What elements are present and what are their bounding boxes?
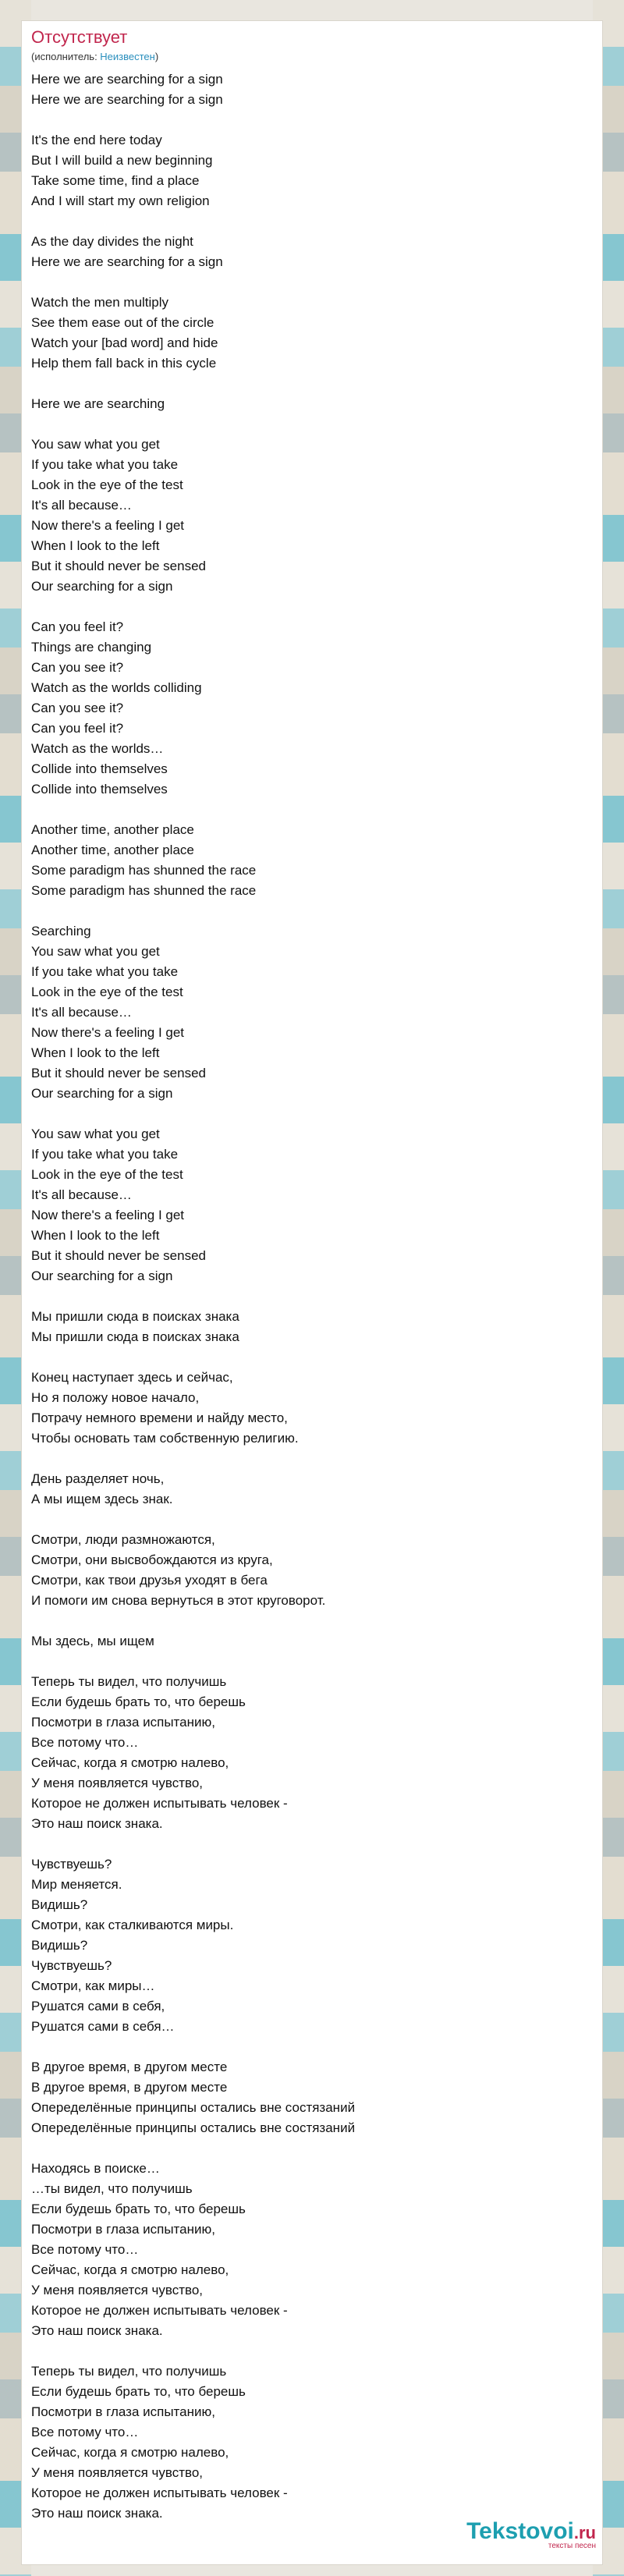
stanza [31, 435, 577, 597]
lyric-line: Смотри, как миры… [31, 1978, 155, 1993]
logo-text: Tekstovoi [466, 2518, 574, 2544]
lyric-line: Here we are searching for a sign [31, 92, 223, 107]
stanza [31, 130, 577, 211]
lyric-line: У меня появляется чувство, [31, 2283, 204, 2297]
stanza [31, 394, 577, 414]
lyric-line: Чтобы основать там собственную религию. [31, 1431, 299, 1446]
stanza [31, 2159, 577, 2341]
stanza [31, 820, 577, 901]
stanza [31, 293, 577, 374]
stanza [31, 1672, 577, 1834]
lyric-line: Look in the eye of the test [31, 985, 183, 999]
lyric-line: Can you feel it? [31, 619, 124, 634]
lyric-line: Now there's a feeling I get [31, 518, 185, 533]
lyric-line: Here we are searching for a sign [31, 254, 223, 269]
lyric-line: Things are changing [31, 640, 152, 655]
stanza [31, 69, 577, 110]
lyric-line: If you take what you take [31, 457, 179, 472]
lyric-line: Если будешь брать то, что берешь [31, 2384, 246, 2399]
lyric-line: Если будешь брать то, что берешь [31, 2202, 246, 2216]
lyric-line: Смотри, как сталкиваются миры. [31, 1918, 234, 1932]
lyric-line: Которое не должен испытывать человек - [31, 2486, 288, 2500]
lyric-line: Опеределённые принципы остались вне состязаний [31, 2120, 356, 2135]
stanza [31, 2361, 577, 2524]
lyric-line: Watch the men multiply [31, 295, 169, 310]
lyric-line: Collide into themselves [31, 761, 168, 776]
lyric-line: Потрачу немного времени и найду место, [31, 1410, 288, 1425]
song-title: Отсутствует [31, 27, 128, 47]
lyric-line: Находясь в поиске… [31, 2161, 160, 2176]
lyric-line: Мы пришли сюда в поисках знака [31, 1329, 239, 1344]
lyric-line: Посмотри в глаза испытанию, [31, 2404, 215, 2419]
stanza [31, 232, 577, 272]
lyric-line: Can you feel it? [31, 721, 124, 736]
lyric-line: Которое не должен испытывать человек - [31, 2303, 288, 2318]
lyric-line: И помоги им снова вернуться в этот круговорот. [31, 1593, 326, 1608]
lyric-line: Все потому что… [31, 2425, 139, 2439]
lyric-line: Our searching for a sign [31, 1086, 173, 1101]
performer-link[interactable]: Неизвестен [100, 51, 155, 62]
lyric-line: Another time, another place [31, 843, 194, 857]
lyric-line: When I look to the left [31, 1228, 160, 1243]
lyric-line: Посмотри в глаза испытанию, [31, 2222, 215, 2237]
lyric-line: Посмотри в глаза испытанию, [31, 1715, 215, 1730]
lyric-line: Видишь? [31, 1938, 88, 1953]
lyric-line: It's all because… [31, 1005, 132, 1020]
lyric-line: Все потому что… [31, 2242, 139, 2257]
stanza [31, 1124, 577, 1286]
lyric-line: See them ease out of the circle [31, 315, 214, 330]
lyric-line: Конец наступает здесь и сейчас, [31, 1370, 233, 1385]
lyric-line: Now there's a feeling I get [31, 1025, 185, 1040]
lyric-line: Some paradigm has shunned the race [31, 863, 257, 878]
lyric-line: Чувствуешь? [31, 1857, 112, 1872]
site-logo[interactable] [466, 2518, 596, 2550]
performer-line [31, 51, 158, 62]
lyric-line: Сейчас, когда я смотрю налево, [31, 2445, 229, 2460]
logo-tld: .ru [573, 2523, 596, 2542]
lyric-line: Сейчас, когда я смотрю налево, [31, 2262, 229, 2277]
lyric-line: Но я положу новое начало, [31, 1390, 200, 1405]
lyric-line: It's all because… [31, 1187, 132, 1202]
stanza [31, 1368, 577, 1449]
lyric-line: But it should never be sensed [31, 1248, 206, 1263]
lyric-line: В другое время, в другом месте [31, 2060, 228, 2074]
lyric-line: Searching [31, 924, 91, 939]
lyric-line: If you take what you take [31, 964, 179, 979]
lyric-line: День разделяет ночь, [31, 1471, 165, 1486]
lyric-line: It's all because… [31, 498, 132, 513]
lyric-line: Some paradigm has shunned the race [31, 883, 257, 898]
lyric-line: And I will start my own religion [31, 193, 210, 208]
lyric-line: Here we are searching [31, 396, 165, 411]
lyric-line: Сейчас, когда я смотрю налево, [31, 1755, 229, 1770]
performer-prefix: (исполнитель: [31, 51, 101, 62]
lyric-line: Которое не должен испытывать человек - [31, 1796, 288, 1811]
lyric-line: В другое время, в другом месте [31, 2080, 228, 2095]
lyric-line: But it should never be sensed [31, 559, 206, 573]
lyric-line: Look in the eye of the test [31, 477, 183, 492]
lyric-line: Опеределённые принципы остались вне состязаний [31, 2100, 356, 2115]
lyric-line: You saw what you get [31, 1127, 160, 1141]
lyric-line: Our searching for a sign [31, 579, 173, 594]
lyric-line: Look in the eye of the test [31, 1167, 183, 1182]
lyric-line: Все потому что… [31, 1735, 139, 1750]
lyric-line: You saw what you get [31, 944, 160, 959]
lyric-line: But it should never be sensed [31, 1066, 206, 1080]
lyric-line: Watch as the worlds colliding [31, 680, 202, 695]
lyric-line: Another time, another place [31, 822, 194, 837]
stanza [31, 1469, 577, 1510]
lyric-line: Чувствуешь? [31, 1958, 112, 1973]
lyric-line: Take some time, find a place [31, 173, 200, 188]
lyric-line: Это наш поиск знака. [31, 1816, 163, 1831]
lyric-line: Видишь? [31, 1897, 88, 1912]
lyrics-card [21, 20, 603, 2565]
lyric-line: Это наш поиск знака. [31, 2323, 163, 2338]
stanza [31, 1530, 577, 1611]
lyric-line: Смотри, они высвобождаются из круга, [31, 1552, 273, 1567]
stanza [31, 617, 577, 800]
lyric-line: Смотри, как твои друзья уходят в бега [31, 1573, 268, 1588]
lyric-line: When I look to the left [31, 1045, 160, 1060]
lyric-line: Watch as the worlds… [31, 741, 164, 756]
stanza [31, 921, 577, 1104]
lyric-line: Смотри, люди размножаются, [31, 1532, 215, 1547]
lyric-line: Watch your [bad word] and hide [31, 335, 218, 350]
lyric-line: У меня появляется чувство, [31, 2465, 204, 2480]
lyrics-text [31, 69, 577, 2544]
lyric-line: А мы ищем здесь знак. [31, 1492, 173, 1506]
lyric-line: Мы здесь, мы ищем [31, 1634, 154, 1648]
lyric-line: When I look to the left [31, 538, 160, 553]
lyric-line: Теперь ты видел, что получишь [31, 1674, 227, 1689]
lyric-line: Help them fall back in this cycle [31, 356, 217, 371]
lyric-line: It's the end here today [31, 133, 162, 147]
lyric-line: Our searching for a sign [31, 1268, 173, 1283]
lyric-line: Рушатся сами в себя, [31, 1999, 165, 2014]
stanza [31, 1631, 577, 1652]
lyric-line: Here we are searching for a sign [31, 72, 223, 87]
lyric-line: Can you see it? [31, 701, 124, 715]
lyric-line: Это наш поиск знака. [31, 2506, 163, 2521]
lyric-line: Can you see it? [31, 660, 124, 675]
lyric-line: Мир меняется. [31, 1877, 122, 1892]
lyric-line: Рушатся сами в себя… [31, 2019, 175, 2034]
lyric-line: Now there's a feeling I get [31, 1208, 185, 1222]
lyric-line: У меня появляется чувство, [31, 1776, 204, 1790]
lyric-line: You saw what you get [31, 437, 160, 452]
lyric-line: But I will build a new beginning [31, 153, 213, 168]
lyric-line: Теперь ты видел, что получишь [31, 2364, 227, 2379]
lyric-line: Мы пришли сюда в поисках знака [31, 1309, 239, 1324]
lyric-line: As the day divides the night [31, 234, 193, 249]
lyric-line: Если будешь брать то, что берешь [31, 1694, 246, 1709]
lyric-line: …ты видел, что получишь [31, 2181, 193, 2196]
stanza [31, 1307, 577, 1347]
performer-suffix: ) [154, 51, 159, 62]
stanza [31, 2057, 577, 2138]
lyric-line: Collide into themselves [31, 782, 168, 797]
stanza [31, 1854, 577, 2037]
lyric-line: If you take what you take [31, 1147, 179, 1162]
logo-tagline: тексты песен [548, 2542, 596, 2550]
